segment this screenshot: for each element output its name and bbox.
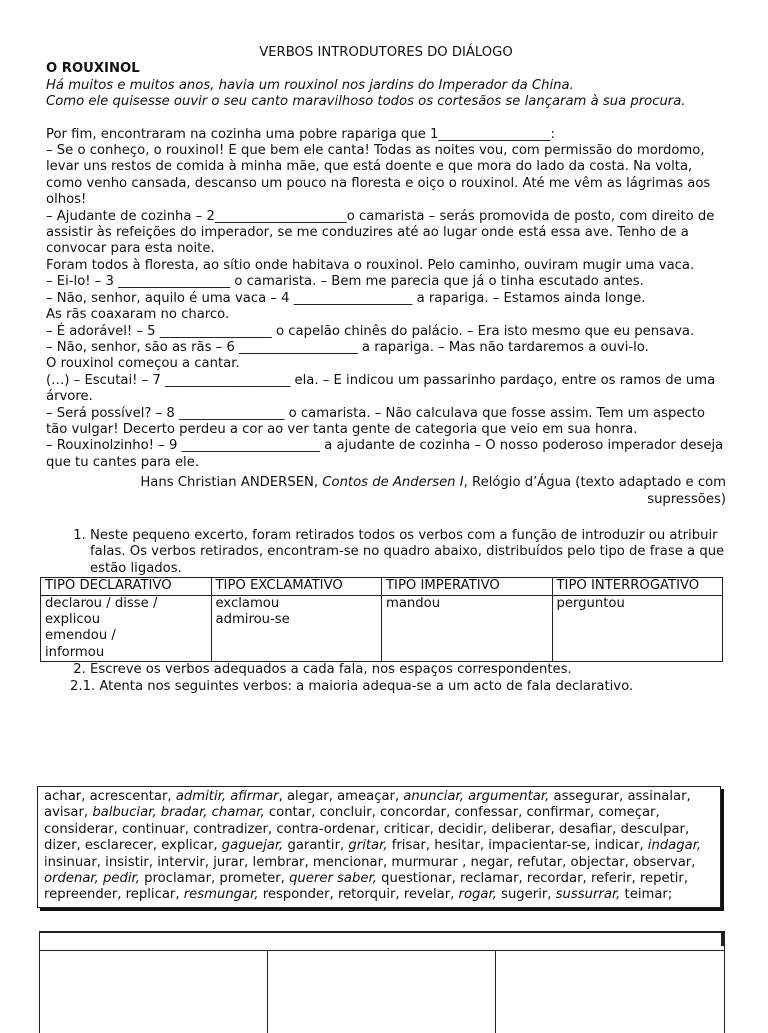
verb-list-segment: proclamar, prometer, xyxy=(139,871,290,887)
verb-entry: perguntou xyxy=(556,595,625,611)
verb-list-segment: sugerir, xyxy=(496,887,556,903)
verb-list-segment: gaguejar, xyxy=(221,838,284,854)
answer-table-column-line xyxy=(495,950,496,1033)
citation-author: Hans Christian ANDERSEN, xyxy=(140,475,323,491)
cell-declarativo xyxy=(41,595,212,662)
verb-entry: emendou / xyxy=(45,628,116,644)
citation-book: Contos de Andersen I xyxy=(322,475,464,491)
verb-list-box xyxy=(37,786,721,908)
verb-list-segment: contar, concluir, concordar, confessar, confirmar, começar, considerar, continuar, contradizer, contra-ordenar, criticar, decidir, deliberar, desafiar, desculpar, dizer, esclarecer, explicar, xyxy=(44,805,690,854)
verb-entry: explicou xyxy=(45,612,101,627)
story-paragraph: que tu cantes para ele. xyxy=(46,454,200,470)
question-list-2 xyxy=(46,662,726,678)
verb-list-segment: achar, acrescentar, xyxy=(44,789,176,804)
verb-list-segment: responder, retorquir, revelar, xyxy=(258,887,459,903)
story-paragraph: Foram todos à floresta, ao sítio onde habitava o rouxinol. Pelo caminho, ouviram mugir uma vaca. xyxy=(46,257,695,273)
story-paragraph: As rãs coaxaram no charco. xyxy=(46,307,230,323)
citation-rest: , Relógio d’Água (texto adaptado e com supressões) xyxy=(463,475,726,507)
verb-entry: mandou xyxy=(386,595,441,611)
verb-list-segment: frisar, hesitar, impacientar-se, indicar, xyxy=(387,838,648,854)
question-1: 1. Neste pequeno excerto, foram retirados todos os verbos com a função de introduzir ou atribuir falas. Os verbos retirados, encontram-se no quadro abaixo, distribuídos pelo tipo de frase a que estão ligados. xyxy=(90,528,726,577)
cell-imperativo xyxy=(382,595,553,662)
story-paragraph: – Não, senhor, são as rãs – 6 __________________ a rapariga. – Mas não tardaremos a ouvi-lo. xyxy=(46,339,649,355)
header-interrogativo: TIPO INTERROGATIVO xyxy=(552,578,723,595)
header-imperativo: TIPO IMPERATIVO xyxy=(382,578,553,595)
story-paragraph: – Ajudante de cozinha – 2____________________o camarista – serás promovida de posto, com direito de assistir às refeições do imperador, se me conduzires até ao lugar onde está essa ave. Tenho de a convocar para esta noite. xyxy=(46,208,715,257)
verb-entry: exclamou xyxy=(215,595,280,611)
story-paragraph: – Se o conheço, o rouxinol! E que bem ele canta! Todas as noites vou, com permissão do mordomo, levar uns restos de comida à minha mãe, que está doente e que mora do lado da costa. Na volta, como venho cansada, descanso um pouco na floresta e oiço o rouxinol. Até me vêm as lágrimas aos olhos! xyxy=(46,143,711,208)
verb-list-segment: balbuciar, bradar, chamar, xyxy=(92,805,265,821)
verb-list-segment: ordenar, pedir, xyxy=(44,871,140,887)
cell-exclamativo xyxy=(211,595,382,662)
header-declarativo: TIPO DECLARATIVO xyxy=(41,578,212,595)
verb-list-segment: gritar, xyxy=(348,838,388,854)
citation xyxy=(46,475,726,508)
story-paragraph: Por fim, encontraram na cozinha uma pobre rapariga que 1_________________: xyxy=(46,126,555,142)
story-paragraph: – É adorável! – 5 _________________ o capelão chinês do palácio. – Era isto mesmo que eu pensava. xyxy=(46,323,695,339)
story-title: O ROUXINOL xyxy=(46,61,140,77)
verb-list-segment: resmungar, xyxy=(183,887,259,903)
story-paragraph: – Ei-lo! – 3 _________________ o camarista. – Bem me parecia que já o tinha escutado antes. xyxy=(46,274,644,290)
verb-list-segment: querer saber, xyxy=(289,871,377,887)
verb-list-segment: assegurar, assinalar, avisar, xyxy=(44,789,691,821)
worksheet xyxy=(46,45,726,695)
story-paragraph: (…) – Escutai! – 7 ___________________ ela. – E indicou um passarinho pardaço, entre os ramos de uma árvore. xyxy=(46,372,716,405)
verb-entry: informou xyxy=(45,644,105,660)
page-title: VERBOS INTRODUTORES DO DIÁLOGO xyxy=(259,45,513,60)
verb-types-table xyxy=(40,577,723,662)
story-paragraph: O rouxinol começou a cantar. xyxy=(46,356,240,372)
question-2-1: 2.1. Atenta nos seguintes verbos: a maioria adequa-se a um acto de fala declarativo. xyxy=(70,678,634,694)
header-exclamativo: TIPO EXCLAMATIVO xyxy=(211,578,382,595)
verb-list-segment: teimar; xyxy=(620,887,673,903)
verb-entry: declarou / disse / xyxy=(45,595,158,611)
verb-list-segment: indagar, xyxy=(647,838,702,854)
question-list xyxy=(46,528,726,577)
intro-line-1: Há muitos e muitos anos, havia um rouxinol nos jardins do Imperador da China. xyxy=(46,77,574,93)
story-paragraph: – Rouxinolzinho! – 9 _____________________ a ajudante de cozinha – O nosso poderoso imperador deseja xyxy=(46,438,724,454)
verb-list-segment: questionar, reclamar, recordar, referir, repetir, repreender, replicar, xyxy=(44,871,689,903)
verb-list-segment: , alegar, ameaçar, xyxy=(278,789,404,804)
question-2: 2. Escreve os verbos adequados a cada fala, nos espaços correspondentes. xyxy=(90,662,726,678)
verb-entry: admirou-se xyxy=(215,612,290,627)
verb-list-segment: sussurrar, xyxy=(555,887,621,903)
story-paragraph: – Não, senhor, aquilo é uma vaca – 4 __________________ a rapariga. – Estamos ainda longe. xyxy=(46,290,646,306)
intro-line-2: Como ele quisesse ouvir o seu canto maravilhoso todos os cortesãos se lançaram à sua procura. xyxy=(46,94,686,110)
answer-table-column-line xyxy=(267,950,268,1033)
answer-table-divider xyxy=(40,950,724,951)
verb-list-segment: anunciar, argumentar, xyxy=(403,789,550,804)
verb-list-segment: admitir, afirmar xyxy=(175,789,279,804)
story-paragraph: – Será possível? – 8 ________________ o camarista. – Não calculava que fosse assim. Tem um aspecto tão vulgar! Decerto perdeu a cor ao ver tanta gente de categoria que veio em sua honra. xyxy=(46,405,705,437)
verb-list-segment: rogar, xyxy=(458,887,497,903)
answer-table xyxy=(39,931,725,1033)
box-shadow-edge xyxy=(721,931,724,946)
cell-interrogativo xyxy=(552,595,723,662)
verb-list-segment: garantir, xyxy=(283,838,349,854)
verb-list-segment: insinuar, insistir, intervir, jurar, lembrar, mencionar, murmurar , negar, refutar, objectar, observar, xyxy=(44,854,696,870)
